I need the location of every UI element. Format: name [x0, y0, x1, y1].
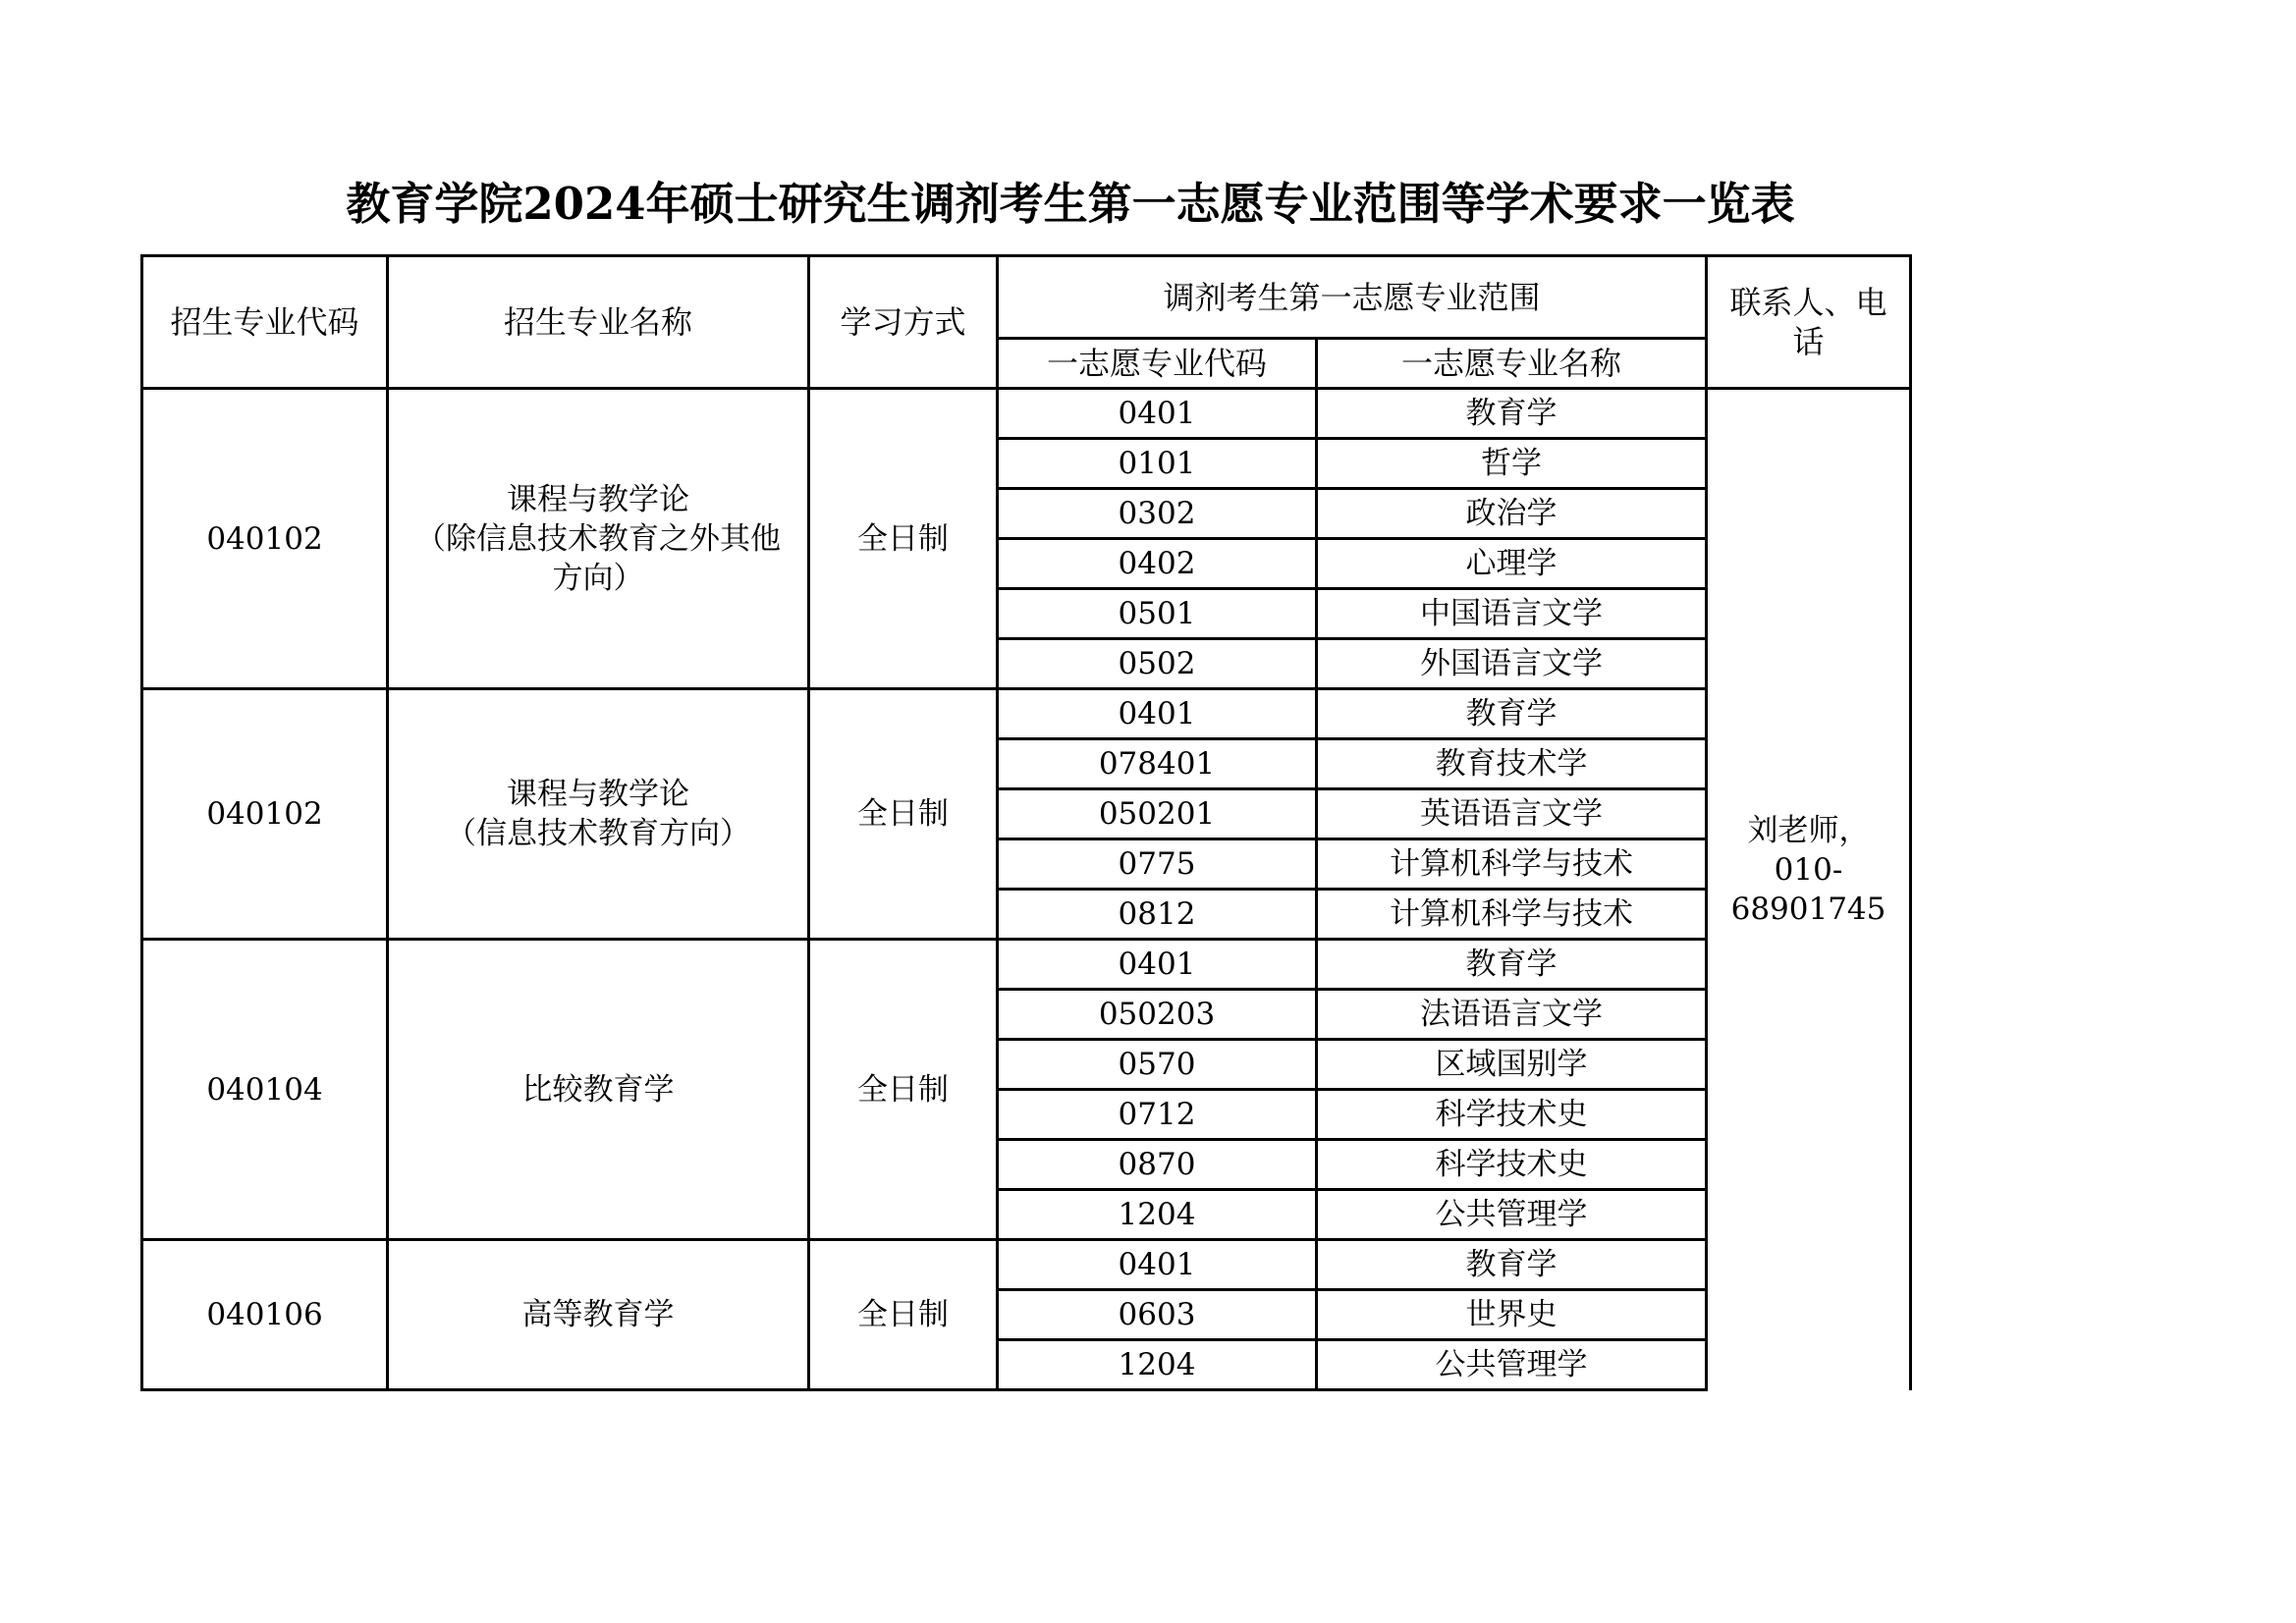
- study-mode-cell: 全日制: [809, 389, 998, 689]
- header-major-name: 招生专业名称: [388, 256, 809, 389]
- first-choice-code-cell: 0401: [998, 1240, 1317, 1290]
- header-first-choice-code: 一志愿专业代码: [998, 339, 1317, 389]
- study-mode-cell: 全日制: [809, 689, 998, 940]
- first-choice-name-cell: 中国语言文学: [1317, 589, 1707, 639]
- header-major-code: 招生专业代码: [142, 256, 388, 389]
- header-contact: [1707, 256, 1911, 389]
- header-first-choice-name: 一志愿专业名称: [1317, 339, 1707, 389]
- table-row: [142, 689, 1911, 739]
- first-choice-code-cell: 1204: [998, 1190, 1317, 1240]
- first-choice-name-cell: 哲学: [1317, 439, 1707, 489]
- major-name-line: （除信息技术教育之外其他: [415, 520, 781, 557]
- header-first-choice-scope: 调剂考生第一志愿专业范围: [998, 256, 1707, 339]
- first-choice-code-cell: 0101: [998, 439, 1317, 489]
- first-choice-name-cell: 心理学: [1317, 539, 1707, 589]
- header-row-1: [142, 256, 1911, 339]
- first-choice-code-cell: 0302: [998, 489, 1317, 539]
- major-code-cell: 040102: [142, 689, 388, 940]
- first-choice-name-cell: 世界史: [1317, 1290, 1707, 1340]
- document-title: [0, 177, 2296, 232]
- major-code-cell: 040102: [142, 389, 388, 689]
- first-choice-name-cell: 教育学: [1317, 389, 1707, 439]
- first-choice-code-cell: 1204: [998, 1340, 1317, 1390]
- major-name-line: 高等教育学: [521, 1297, 675, 1332]
- header-study-mode: 学习方式: [809, 256, 998, 389]
- major-name-cell: [388, 389, 809, 689]
- first-choice-name-cell: 公共管理学: [1317, 1190, 1707, 1240]
- major-name-line: （信息技术教育方向）: [446, 816, 750, 851]
- major-name-line: 课程与教学论: [507, 777, 689, 812]
- first-choice-name-cell: 区域国别学: [1317, 1040, 1707, 1090]
- first-choice-name-cell: 科学技术史: [1317, 1140, 1707, 1190]
- study-mode-cell: 全日制: [809, 1240, 998, 1390]
- first-choice-code-cell: 0402: [998, 539, 1317, 589]
- first-choice-code-cell: 0401: [998, 389, 1317, 439]
- table-body: [142, 256, 1911, 1390]
- table-row: [142, 1240, 1911, 1290]
- major-code-cell: 040104: [142, 940, 388, 1240]
- first-choice-code-cell: 0712: [998, 1090, 1317, 1140]
- first-choice-name-cell: 计算机科学与技术: [1317, 839, 1707, 890]
- first-choice-name-cell: 教育学: [1317, 689, 1707, 739]
- first-choice-name-cell: 教育学: [1317, 940, 1707, 990]
- contact-line: 68901745: [1730, 892, 1886, 928]
- first-choice-code-cell: 0401: [998, 940, 1317, 990]
- contact-line: 010-: [1774, 852, 1843, 889]
- header-contact-text: 联系人、电话: [1729, 284, 1887, 360]
- first-choice-code-cell: 078401: [998, 739, 1317, 789]
- major-name-line: 方向）: [552, 560, 644, 596]
- first-choice-name-cell: 政治学: [1317, 489, 1707, 539]
- table-row: [142, 389, 1911, 439]
- first-choice-code-cell: 0870: [998, 1140, 1317, 1190]
- first-choice-code-cell: 0775: [998, 839, 1317, 890]
- major-name-line: 比较教育学: [521, 1071, 675, 1108]
- table-row: [142, 940, 1911, 990]
- contact-line: 刘老师，: [1747, 813, 1870, 849]
- first-choice-code-cell: 0401: [998, 689, 1317, 739]
- first-choice-name-cell: 外国语言文学: [1317, 639, 1707, 689]
- first-choice-name-cell: 法语语言文学: [1317, 990, 1707, 1040]
- first-choice-code-cell: 0501: [998, 589, 1317, 639]
- first-choice-name-cell: 科学技术史: [1317, 1090, 1707, 1140]
- first-choice-name-cell: 教育学: [1317, 1240, 1707, 1290]
- major-name-cell: [388, 1240, 809, 1390]
- first-choice-code-cell: 050203: [998, 990, 1317, 1040]
- document-title-text: 教育学院2024年硕士研究生调剂考生第一志愿专业范围等学术要求一览表: [346, 178, 1795, 230]
- first-choice-name-cell: 教育技术学: [1317, 739, 1707, 789]
- first-choice-code-cell: 0570: [998, 1040, 1317, 1090]
- first-choice-code-cell: 0603: [998, 1290, 1317, 1340]
- study-mode-cell: 全日制: [809, 940, 998, 1240]
- major-name-cell: [388, 940, 809, 1240]
- first-choice-code-cell: 0502: [998, 639, 1317, 689]
- first-choice-name-cell: 英语语言文学: [1317, 789, 1707, 839]
- first-choice-code-cell: 050201: [998, 789, 1317, 839]
- major-name-cell: [388, 689, 809, 940]
- first-choice-name-cell: 计算机科学与技术: [1317, 890, 1707, 940]
- major-name-line: 课程与教学论: [507, 481, 689, 517]
- major-code-cell: 040106: [142, 1240, 388, 1390]
- contact-cell: [1707, 389, 1911, 1390]
- first-choice-name-cell: 公共管理学: [1317, 1340, 1707, 1390]
- adjustment-requirements-table: [140, 254, 1912, 1391]
- first-choice-code-cell: 0812: [998, 890, 1317, 940]
